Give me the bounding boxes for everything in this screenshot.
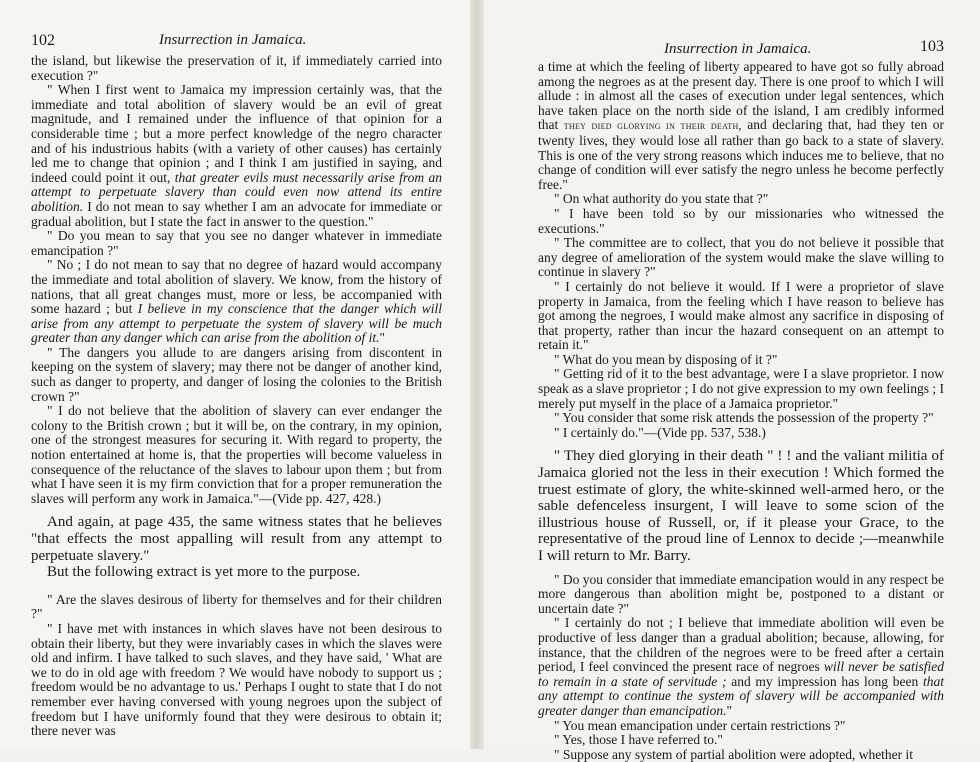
- right-page-header: [538, 38, 944, 60]
- paragraph: " I have met with instances in which slaves have not been desirous to obtain their liberty, but they were invariably cases in which the slaves were old and infirm. I have talked to such slaves, and they have said, ' What are we to do in old age with freedom ? We would have nobody to support us ; freedom would be no advantage to us.' Perhaps I ought to state that I do not remember ever having conversed with young negroes upon the subject of freedom but I have uniformly found that they were desirous to obtain it; there never was: [31, 620, 442, 739]
- paragraph: " Do you mean to say that you see no danger whatever in immediate emancipation ?": [31, 228, 442, 258]
- paragraph: " When I first went to Jamaica my impression certainly was, that the immediate and total abolition of slavery would be an evil of great magnitude, and I remained under the influence of that opinion for a considerable time ; but a more perfect knowledge of the negro character and of his industrious habits (with a variety of other causes) has certainly led me to change that opinion ; and I think I am justified in saying, and indeed could point it out, that greater evils must necessarily arise from an attempt to perpetuate slavery than could even now attend its entire abolition. I do not mean to say whether I am an advocate for immediate or gradual abolition, but I state the fact in answer to the question.": [31, 82, 443, 229]
- paragraph: " On what authority do you state that ?": [554, 191, 769, 207]
- paragraph: " They died glorying in their death " ! ! and the valiant militia of Jamaica gloried not the less in their execution ! Which formed the truest estimate of glory, the white-skinned well-armed hero, or the sable defenceless insurgent, I will leave to some scion of the illustrious house of Russell, or, if it please your Grace, to the representative of the proud line of Lennox to decide ;—meanwhile I will return to Mr. Barry.: [538, 448, 944, 564]
- paragraph: the island, but likewise the preservation of it, if immediately carried into execution ?": [31, 53, 442, 83]
- paragraph: " The committee are to collect, that you do not believe it possible that any degree of amelioration of the system would make the slave willing to continue in slavery ?": [538, 235, 944, 280]
- paragraph: " I do not believe that the abolition of slavery can ever endanger the colony to the British crown ; but it will be, on the contrary, in my opinion, one of the strongest measures for securing it. With regard to property, the notion entertained at home is, that the properties will become valueless in consequence of the reluctance of the slaves to labour upon them ; but from what I have seen it is my firm conviction that for a proper remuneration the slaves will perform any work in Jamaica."—(Vide pp. 427, 428.): [31, 403, 442, 506]
- paragraph: " I certainly do not believe it would. If I were a proprietor of slave property in Jamaica, from the feeling which I have reason to believe has got among the negroes, I would make almost any sacrifice in disposing of that property, rather than incur the hazard consequent on an attempt to retain it.": [538, 278, 944, 353]
- running-title: Insurrection in Jamaica.: [159, 32, 307, 48]
- paragraph: " You consider that some risk attends the possession of the property ?": [554, 410, 934, 426]
- left-page-header: [31, 32, 442, 54]
- paragraph: " Are the slaves desirous of liberty for themselves and for their children ?": [31, 591, 442, 622]
- paragraph: " What do you mean by disposing of it ?": [554, 351, 778, 367]
- paragraph: " Do you consider that immediate emancipation would in any respect be more dangerous than abolition might be, postponed to a distant or uncertain date ?": [538, 571, 944, 616]
- paragraph: " I certainly do."—(Vide pp. 537, 538.): [554, 424, 766, 440]
- paragraph: " I certainly do not ; I believe that immediate abolition will even be productive of less danger than a gradual abolition; because, allowing, for instance, that the children of the negroes were to be freed after a certain period, I feel convinced the present race of negroes will never be satisfied to remain in a state of servitude ; and my impression has long been that any attempt to continue the system of slavery will be accompanied with greater danger than emancipation.": [538, 615, 944, 718]
- page-number: 103: [920, 38, 944, 55]
- paragraph: a time at which the feeling of liberty appeared to have got so fully abroad among the negroes as at the present day. There is one proof to which I will allude : in almost all the cases of execution under legal sentences, which have taken place on the north side of the island, I am credibly informed that they died glorying in their death, and declaring that, had they ten or twenty lives, they would lose all rather than go back to a state of slavery. This is one of the very strong reasons which induces me to believe, that no change of condition will ever satisfy the negro unless he become perfectly free.": [538, 59, 944, 192]
- left-page: [0, 0, 470, 749]
- right-page: [484, 0, 980, 762]
- page-number: 102: [31, 32, 55, 49]
- paragraph: " No ; I do not mean to say that no degree of hazard would accompany the immediate and total abolition of slavery. We know, from the history of nations, that all great changes must, more or less, be accompanied with some hazard ; but I believe in my conscience that the danger which will arise from any attempt to perpetuate the system of slavery will be much greater than any danger which can arise from the abolition of it.": [31, 257, 442, 346]
- book-gutter: [470, 0, 484, 749]
- paragraph: " Suppose any system of partial abolition were adopted, whether it: [554, 746, 914, 762]
- running-title: Insurrection in Jamaica.: [664, 41, 812, 57]
- paragraph: And again, at page 435, the same witness states that he believes "that effects the most appalling will result from any attempt to perpetuate slavery.": [31, 514, 442, 564]
- paragraph: " You mean emancipation under certain restrictions ?": [554, 717, 846, 733]
- paragraph: " The dangers you allude to are dangers arising from discontent in keeping on the system of slavery; may there not be danger of another kind, such as danger to property, and danger of losing the colonies to the British crown ?": [31, 344, 442, 404]
- paragraph: But the following extract is yet more to the purpose.: [47, 564, 361, 581]
- paragraph: " I have been told so by our missionaries who witnessed the executions.": [538, 205, 944, 236]
- paragraph: " Getting rid of it to the best advantage, were I a slave proprietor. I now speak as a slave proprietor ; I do not give expression to my own feelings ; I merely put myself in the place of a Jamaica proprietor.": [538, 366, 944, 411]
- paragraph: " Yes, those I have referred to.": [554, 732, 723, 748]
